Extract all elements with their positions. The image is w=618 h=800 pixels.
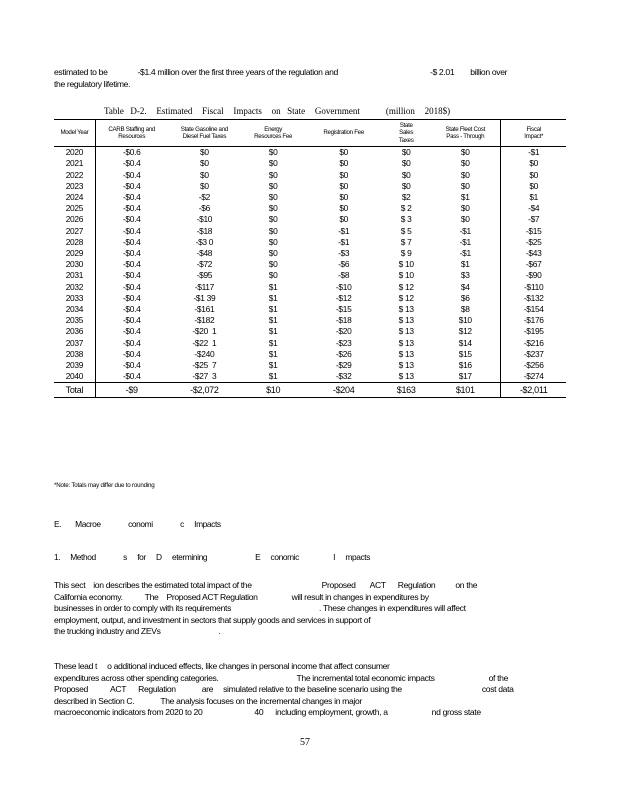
table-cell: -$1 bbox=[430, 226, 501, 237]
table-cell: -$20 1 bbox=[192, 326, 217, 337]
table-cell: $1 bbox=[430, 192, 501, 203]
table-cell: -$274 bbox=[523, 371, 544, 382]
table-cell: $8 bbox=[430, 304, 501, 315]
p1-text: Regulation bbox=[397, 580, 436, 590]
table-cell-year: 2026 bbox=[65, 214, 84, 225]
table-cell: $0 bbox=[430, 203, 501, 214]
table-cell: -$4 bbox=[528, 203, 540, 214]
table-cell: $ 13 bbox=[398, 337, 414, 348]
p1-text: California economy. bbox=[54, 591, 123, 602]
total-cell: -$2,072 bbox=[168, 383, 242, 398]
p2-text: cost data bbox=[481, 684, 514, 694]
table-cell: -$0.4 bbox=[95, 282, 167, 293]
table-cell: $0 bbox=[200, 180, 209, 191]
table-cell: -$23 bbox=[335, 337, 352, 348]
table-cell: -$0.4 bbox=[95, 158, 167, 169]
table-cell: $0 bbox=[401, 169, 411, 180]
table-cell: $1 bbox=[430, 259, 501, 270]
table-cell: $0 bbox=[268, 169, 278, 180]
section-e-title: Macroe conomi c Impacts bbox=[75, 519, 221, 529]
table-cell: -$0.4 bbox=[95, 181, 167, 192]
p1-text: . These changes in expenditures will affect bbox=[319, 603, 466, 613]
table-row bbox=[54, 259, 566, 270]
table-cell: $ 13 bbox=[398, 304, 414, 315]
table-cell: -$176 bbox=[523, 315, 544, 326]
table-cell: $0 bbox=[529, 169, 539, 180]
table-row bbox=[54, 237, 566, 248]
p2-text: macroeconomic indicators from 2020 to 20 bbox=[54, 707, 203, 717]
table-cell: -$18 bbox=[196, 225, 213, 236]
p1-text: The bbox=[144, 591, 159, 602]
p2-text: expenditures across other spending categories. bbox=[54, 672, 219, 683]
table-cell: -$216 bbox=[523, 337, 544, 348]
table-cell: $ 13 bbox=[398, 348, 414, 359]
p2-text: o additional induced effects, like changes in personal income that affect consumer bbox=[107, 661, 390, 671]
table-cell: $0 bbox=[268, 192, 278, 203]
table-cell: -$67 bbox=[525, 259, 542, 270]
table-cell: $6 bbox=[430, 293, 501, 304]
table-cell: -$240 bbox=[194, 348, 215, 359]
table-cell: -$10 bbox=[196, 214, 213, 225]
table-cell: -$195 bbox=[523, 326, 544, 337]
table-cell: -$15 bbox=[335, 304, 352, 315]
table-row bbox=[54, 293, 566, 304]
table-cell: $1 bbox=[268, 326, 278, 337]
table-cell: -$48 bbox=[196, 248, 213, 259]
table-cell: $1 bbox=[268, 292, 278, 303]
table-cell: $1 bbox=[268, 371, 278, 382]
table-cell: $ 2 bbox=[400, 203, 412, 214]
p2-text: including employment, growth, a bbox=[275, 707, 388, 717]
table-cell-year: 2039 bbox=[65, 360, 84, 371]
p2-text: nd gross state bbox=[431, 707, 481, 717]
table-cell: -$2 bbox=[198, 192, 210, 203]
table-cell: $0 bbox=[339, 180, 349, 191]
table-cell: -$0.4 bbox=[95, 237, 167, 248]
table-total-row bbox=[54, 383, 566, 398]
table-cell: -$0.4 bbox=[95, 304, 167, 315]
table-cell: -$0.4 bbox=[95, 170, 167, 181]
table-row bbox=[54, 326, 566, 337]
table-cell: $0 bbox=[430, 214, 501, 225]
table-cell: -$25 7 bbox=[192, 360, 217, 371]
table-cell-year: 2034 bbox=[65, 304, 84, 315]
table-cell: $0 bbox=[268, 248, 278, 259]
table-cell-year: 2028 bbox=[65, 236, 84, 247]
p1-text: employment, output, and investment in sectors that supply goods and services in support of bbox=[54, 614, 371, 625]
table-cell: -$10 bbox=[335, 281, 352, 292]
paragraph-1 bbox=[54, 580, 574, 638]
table-cell-year: 2031 bbox=[65, 270, 84, 281]
table-cell: $15 bbox=[430, 349, 501, 360]
table-cell: -$117 bbox=[194, 281, 215, 292]
table-cell: $1 bbox=[268, 360, 278, 371]
table-note: *Note: Totals may differ due to rounding bbox=[54, 482, 155, 489]
table-cell: -$3 0 bbox=[195, 236, 214, 247]
p1-text: Proposed bbox=[321, 580, 356, 590]
table-row bbox=[54, 203, 566, 214]
table-row bbox=[54, 282, 566, 293]
table-cell: -$18 bbox=[335, 315, 352, 326]
total-cell: -$9 bbox=[95, 383, 167, 398]
p2-text: of the bbox=[488, 672, 509, 683]
table-header-row bbox=[54, 120, 566, 147]
table-cell: -$6 bbox=[198, 203, 210, 214]
table-cell: $0 bbox=[339, 203, 349, 214]
table-cell: $3 bbox=[430, 270, 501, 281]
table-cell: $1 bbox=[268, 304, 278, 315]
table-cell: $0 bbox=[430, 147, 501, 159]
table-row bbox=[54, 315, 566, 326]
table-cell: $12 bbox=[430, 326, 501, 337]
table-cell: -$0.4 bbox=[95, 293, 167, 304]
table-cell-year: 2020 bbox=[65, 147, 84, 158]
table-cell-year: 2032 bbox=[65, 281, 84, 292]
table-cell: $10 bbox=[430, 315, 501, 326]
table-caption: Table D-2. Estimated Fiscal Impacts on State Government (million 2018$) bbox=[104, 106, 451, 116]
table-cell: $1 bbox=[268, 315, 278, 326]
table-cell: $0 bbox=[268, 147, 278, 158]
table-cell: -$26 bbox=[335, 348, 352, 359]
table-cell: $0 bbox=[268, 180, 278, 191]
p2-text: ACT bbox=[110, 684, 127, 694]
table-cell: $0 bbox=[268, 158, 278, 169]
p2-text: simulated relative to the baseline scenario using the bbox=[223, 684, 402, 694]
table-cell: $ 13 bbox=[398, 326, 414, 337]
table-cell: $0 bbox=[529, 158, 539, 169]
table-cell: -$161 bbox=[194, 304, 215, 315]
intro-line1-c: -$ 2.01 bbox=[429, 67, 455, 77]
table-cell: $0 bbox=[430, 170, 501, 181]
table-row bbox=[54, 270, 566, 281]
table-cell: -$0.4 bbox=[95, 203, 167, 214]
p2-text: The incremental total economic impacts bbox=[296, 672, 435, 683]
section-1-number: 1. bbox=[54, 552, 61, 562]
table-cell: -$95 bbox=[196, 270, 213, 281]
table-cell: $1 bbox=[268, 337, 278, 348]
table-cell: $0 bbox=[200, 147, 209, 158]
table-row bbox=[54, 158, 566, 169]
table-cell: $ 3 bbox=[400, 214, 412, 225]
table-row bbox=[54, 371, 566, 383]
p2-text: are bbox=[201, 684, 214, 694]
table-cell: -$8 bbox=[338, 270, 350, 281]
intro-line1-a: estimated to be bbox=[54, 67, 108, 77]
table-cell: $0 bbox=[268, 270, 278, 281]
total-cell: $10 bbox=[241, 383, 305, 398]
p2-text: These lead t bbox=[54, 661, 98, 671]
table-cell: $ 13 bbox=[398, 360, 414, 371]
table-row bbox=[54, 181, 566, 192]
total-cell: -$2,011 bbox=[501, 383, 566, 398]
table-cell: $ 12 bbox=[398, 281, 414, 292]
table-cell: -$29 bbox=[335, 360, 352, 371]
table-cell: -$0.4 bbox=[95, 226, 167, 237]
table-cell: -$22 1 bbox=[192, 337, 217, 348]
table-cell: -$154 bbox=[523, 304, 544, 315]
table-cell: -$0.4 bbox=[95, 349, 167, 360]
table-cell: -$1 bbox=[528, 147, 540, 158]
table-cell: -$1 39 bbox=[193, 292, 216, 303]
table-cell: -$6 bbox=[338, 259, 350, 270]
table-cell: $1 bbox=[268, 281, 278, 292]
table-cell: -$0.4 bbox=[95, 360, 167, 371]
p1-text: . bbox=[218, 626, 221, 636]
table-cell: -$182 bbox=[194, 315, 215, 326]
table-cell: -$0.4 bbox=[95, 326, 167, 337]
table-cell-year: 2035 bbox=[65, 315, 84, 326]
table-cell: $0 bbox=[268, 225, 278, 236]
p1-text: on the bbox=[455, 580, 478, 590]
table-row bbox=[54, 360, 566, 371]
table-cell-year: 2036 bbox=[65, 326, 84, 337]
page-number: 57 bbox=[300, 737, 310, 748]
table-cell-year: 2038 bbox=[65, 348, 84, 359]
table-cell: -$0.4 bbox=[95, 371, 167, 383]
table-cell: -$15 bbox=[525, 225, 542, 236]
table-cell: -$32 bbox=[335, 371, 352, 382]
table-cell: -$0.4 bbox=[95, 270, 167, 281]
table-cell-year: 2027 bbox=[65, 225, 84, 236]
table-cell-year: 2023 bbox=[65, 180, 84, 191]
section-1-title: Method s for D etermining E conomic I mpacts bbox=[70, 552, 370, 562]
section-e-heading bbox=[54, 519, 221, 529]
total-cell: $101 bbox=[430, 383, 501, 398]
intro-line1-b: -$1.4 million over the first three years of the regulation and bbox=[137, 67, 338, 77]
table-cell-year: 2024 bbox=[65, 192, 84, 203]
table-cell: $1 bbox=[529, 192, 539, 203]
table-cell: -$27 3 bbox=[192, 371, 217, 382]
table-cell: -$0.6 bbox=[95, 147, 167, 159]
table-cell: $0 bbox=[268, 259, 278, 270]
header-fiscal-impact: Fiscal Impact* bbox=[524, 125, 544, 141]
header-sales-taxes: State Sales Taxes bbox=[398, 122, 414, 144]
table-cell: $0 bbox=[268, 214, 278, 225]
table-cell: -$0.4 bbox=[95, 259, 167, 270]
table-cell: $0 bbox=[339, 147, 349, 158]
fiscal-impacts-table bbox=[54, 119, 566, 398]
table-cell-year: 2025 bbox=[65, 203, 84, 214]
table-cell: $2 bbox=[401, 192, 411, 203]
p1-text: will result in changes in expenditures by bbox=[291, 591, 429, 602]
table-cell: -$0.4 bbox=[95, 315, 167, 326]
header-fuel-taxes: State Gasoline and Diesel Fuel Taxes bbox=[180, 125, 228, 141]
total-label: Total bbox=[54, 383, 95, 398]
table-cell: $0 bbox=[401, 158, 411, 169]
table-cell: $0 bbox=[430, 158, 501, 169]
section-e-number: E. bbox=[54, 519, 62, 529]
table-row bbox=[54, 147, 566, 159]
p2-text: 40 bbox=[254, 707, 264, 717]
intro-line2: the regulatory lifetime. bbox=[54, 78, 131, 89]
table-cell: $ 10 bbox=[398, 259, 414, 270]
p1-text: the trucking industry and ZEVs bbox=[54, 626, 161, 636]
p1-text: ACT bbox=[369, 580, 386, 590]
header-energy-fee: Energy Resources Fee bbox=[254, 125, 293, 141]
table-cell: -$0.4 bbox=[95, 214, 167, 225]
table-cell: -$43 bbox=[525, 248, 542, 259]
table-cell: $0 bbox=[339, 192, 349, 203]
table-cell: $0 bbox=[200, 158, 209, 169]
table-row bbox=[54, 192, 566, 203]
table-cell: -$7 bbox=[528, 214, 540, 225]
table-cell: -$1 bbox=[430, 248, 501, 259]
table-cell-year: 2033 bbox=[65, 292, 84, 303]
table-row bbox=[54, 214, 566, 225]
table-row bbox=[54, 226, 566, 237]
table-cell: $0 bbox=[268, 236, 278, 247]
p1-text: ion describes the estimated total impact of the bbox=[93, 580, 252, 590]
table-cell: -$72 bbox=[196, 259, 213, 270]
header-registration-fee: Registration Fee bbox=[323, 129, 364, 137]
table-cell: -$90 bbox=[525, 270, 542, 281]
table-cell: $0 bbox=[268, 203, 278, 214]
table-cell: $0 bbox=[529, 180, 539, 191]
table-cell: -$0.4 bbox=[95, 338, 167, 349]
header-fleet-pass-through: State Fleet Cost Pass - Through bbox=[430, 120, 501, 147]
intro-paragraph bbox=[54, 67, 574, 90]
p1-text: This sect bbox=[54, 580, 86, 590]
table-cell: $ 7 bbox=[400, 236, 412, 247]
table-cell-year: 2037 bbox=[65, 337, 84, 348]
table-cell-year: 2030 bbox=[65, 259, 84, 270]
table-cell: $0 bbox=[430, 181, 501, 192]
header-model-year: Model Year bbox=[60, 129, 89, 137]
total-cell: $163 bbox=[382, 383, 430, 398]
table-cell: $0 bbox=[200, 169, 209, 180]
table-row bbox=[54, 338, 566, 349]
table-cell: -$1 bbox=[338, 236, 350, 247]
table-cell: -$25 bbox=[525, 236, 542, 247]
intro-line1-d: billion over bbox=[470, 67, 508, 77]
table-cell: $14 bbox=[430, 338, 501, 349]
table-cell: -$132 bbox=[523, 292, 544, 303]
table-cell: -$256 bbox=[523, 360, 544, 371]
table-cell: -$0.4 bbox=[95, 192, 167, 203]
p1-text: businesses in order to comply with its requirements bbox=[54, 603, 232, 613]
table-body bbox=[54, 147, 566, 383]
table-cell: $ 10 bbox=[398, 270, 414, 281]
table-cell: $17 bbox=[430, 371, 501, 383]
table-cell: $ 13 bbox=[398, 315, 414, 326]
table-cell: -$1 bbox=[338, 225, 350, 236]
p1-text: Proposed ACT Regulation bbox=[166, 591, 258, 602]
section-1-heading bbox=[54, 552, 370, 562]
table-cell-year: 2029 bbox=[65, 248, 84, 259]
table-cell: $16 bbox=[430, 360, 501, 371]
table-cell: $ 12 bbox=[398, 292, 414, 303]
table-cell: $4 bbox=[430, 282, 501, 293]
table-cell: -$3 bbox=[338, 248, 350, 259]
p2-text: Proposed bbox=[54, 684, 88, 694]
table-row bbox=[54, 248, 566, 259]
p2-text: Regulation bbox=[138, 684, 176, 694]
table-cell: $ 5 bbox=[400, 225, 412, 236]
table-cell-year: 2040 bbox=[65, 371, 84, 382]
table-cell: -$12 bbox=[335, 292, 352, 303]
p2-text: described in Section C. bbox=[54, 695, 135, 706]
table-cell: -$237 bbox=[523, 348, 544, 359]
table-cell: $ 9 bbox=[400, 248, 412, 259]
table-cell: -$1 bbox=[430, 237, 501, 248]
table-cell: $1 bbox=[268, 348, 278, 359]
table-row bbox=[54, 170, 566, 181]
table-row bbox=[54, 349, 566, 360]
paragraph-2 bbox=[54, 661, 574, 719]
header-carb-staffing: CARB Staffing and Resources bbox=[95, 120, 167, 147]
total-cell: -$204 bbox=[305, 383, 382, 398]
table-cell: -$110 bbox=[524, 281, 544, 292]
table-cell-year: 2021 bbox=[65, 158, 84, 169]
table-cell: $ 13 bbox=[398, 371, 414, 382]
table-cell: -$0.4 bbox=[95, 248, 167, 259]
table-cell: $0 bbox=[339, 158, 349, 169]
table-cell: $0 bbox=[339, 214, 349, 225]
table-cell: -$20 bbox=[335, 326, 352, 337]
table-cell-year: 2022 bbox=[65, 169, 84, 180]
table-cell: $0 bbox=[339, 169, 349, 180]
table-row bbox=[54, 304, 566, 315]
table-cell: $0 bbox=[401, 180, 411, 191]
p2-text: The analysis focuses on the incremental changes in major bbox=[160, 695, 362, 706]
table-cell: $0 bbox=[401, 147, 411, 158]
